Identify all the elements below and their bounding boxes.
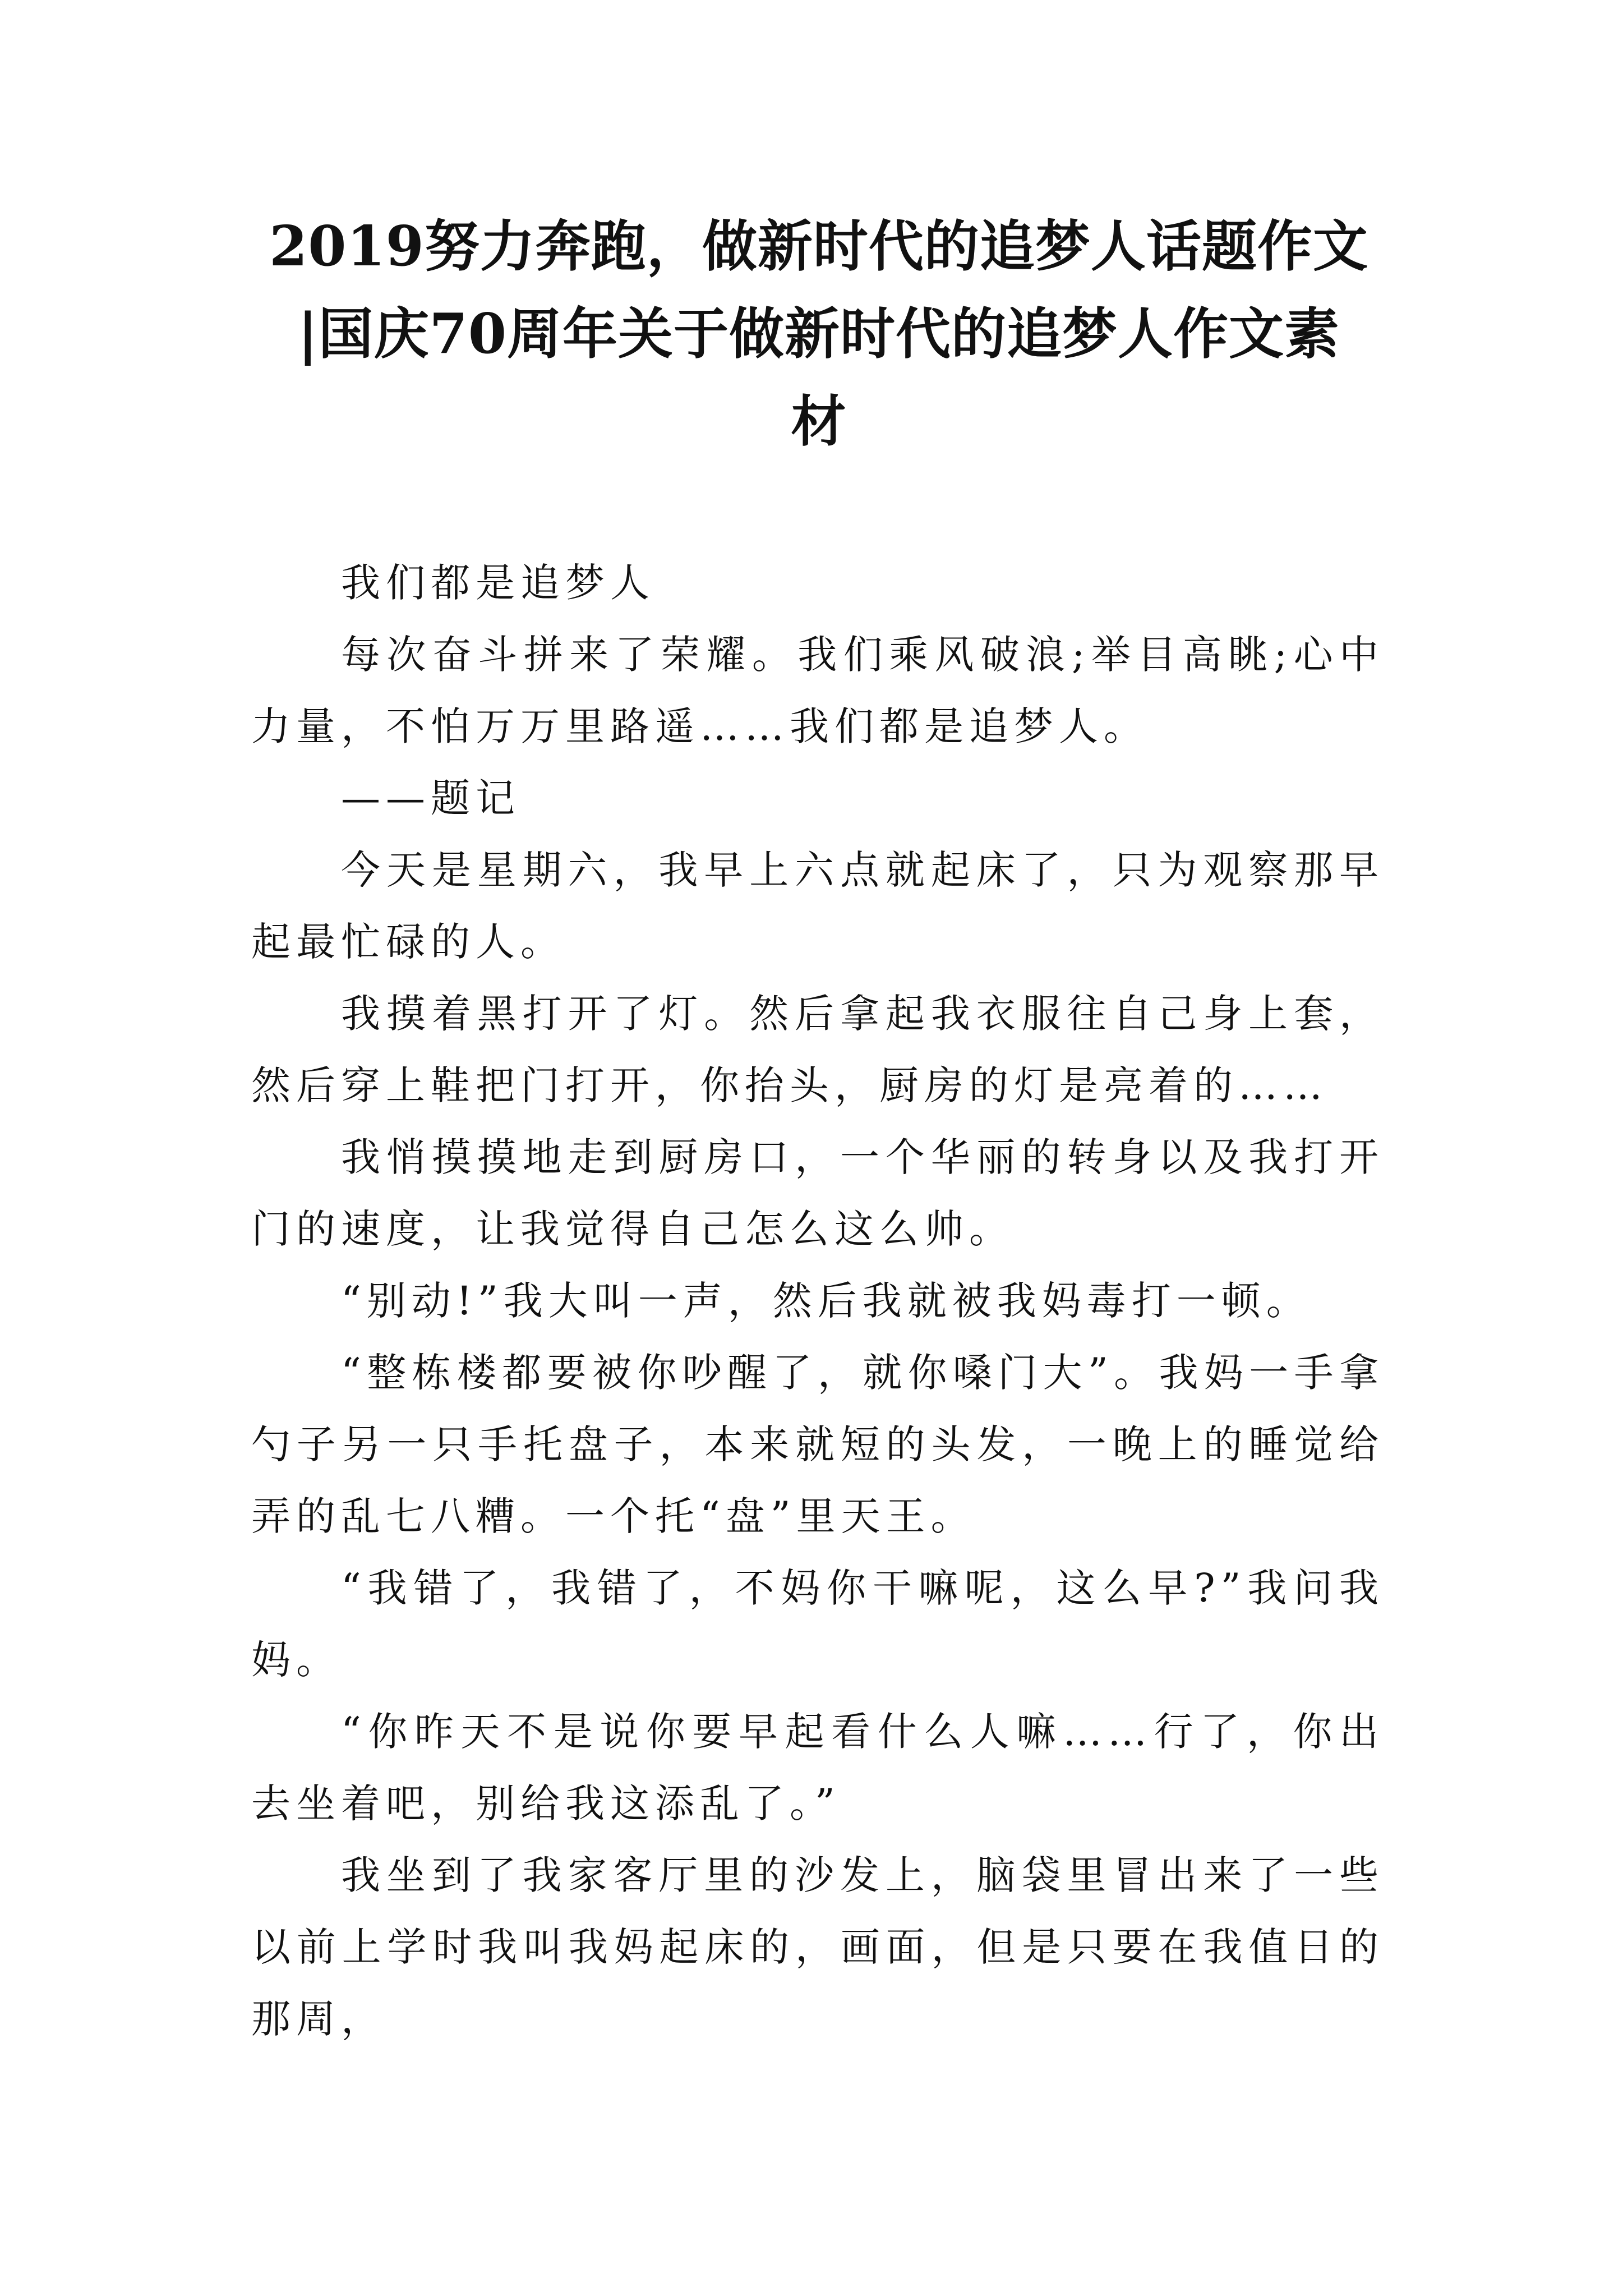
paragraph-8: “整栋楼都要被你吵醒了，就你嗓门大”。我妈一手拿勺子另一只手托盘子，本来就短的头发，一晚上的睡觉给弄的乱七八糟。一个托“盘”里天王。	[251, 1350, 1384, 1539]
paragraph-3: ——题记	[341, 775, 520, 821]
paragraph-2: 每次奋斗拼来了荣耀。我们乘风破浪;举目高眺;心中力量，不怕万万里路遥……我们都是追梦人。	[251, 632, 1384, 749]
paragraph-5: 我摸着黑打开了灯。然后拿起我衣服往自己身上套，然后穿上鞋把门打开，你抬头，厨房的灯是亮着的……	[251, 991, 1384, 1108]
paragraph-11: 我坐到了我家客厅里的沙发上，脑袋里冒出来了一些以前上学时我叫我妈起床的，画面，但是只要在我值日的那周，	[251, 1852, 1384, 2042]
document-body	[251, 547, 1384, 2055]
paragraph-6: 我悄摸摸地走到厨房口，一个华丽的转身以及我打开门的速度，让我觉得自己怎么这么帅。	[251, 1134, 1384, 1252]
paragraph-4: 今天是星期六，我早上六点就起床了，只为观察那早起最忙碌的人。	[251, 847, 1384, 965]
paragraph-9: “我错了，我错了，不妈你干嘛呢，这么早?”我问我妈。	[251, 1565, 1384, 1683]
paragraph-10: “你昨天不是说你要早起看什么人嘛……行了，你出去坐着吧，别给我这添乱了。”	[251, 1709, 1384, 1826]
document-title	[247, 203, 1391, 466]
title-line-1: 2019努力奔跑，做新时代的追梦人话题作文	[269, 214, 1368, 279]
paragraph-7: “别动!”我大叫一声，然后我就被我妈毒打一顿。	[341, 1278, 1311, 1324]
title-line-2: |国庆70周年关于做新时代的追梦人作文素	[297, 302, 1340, 366]
title-line-3: 材	[791, 389, 847, 454]
paragraph-1: 我们都是追梦人	[341, 560, 655, 606]
